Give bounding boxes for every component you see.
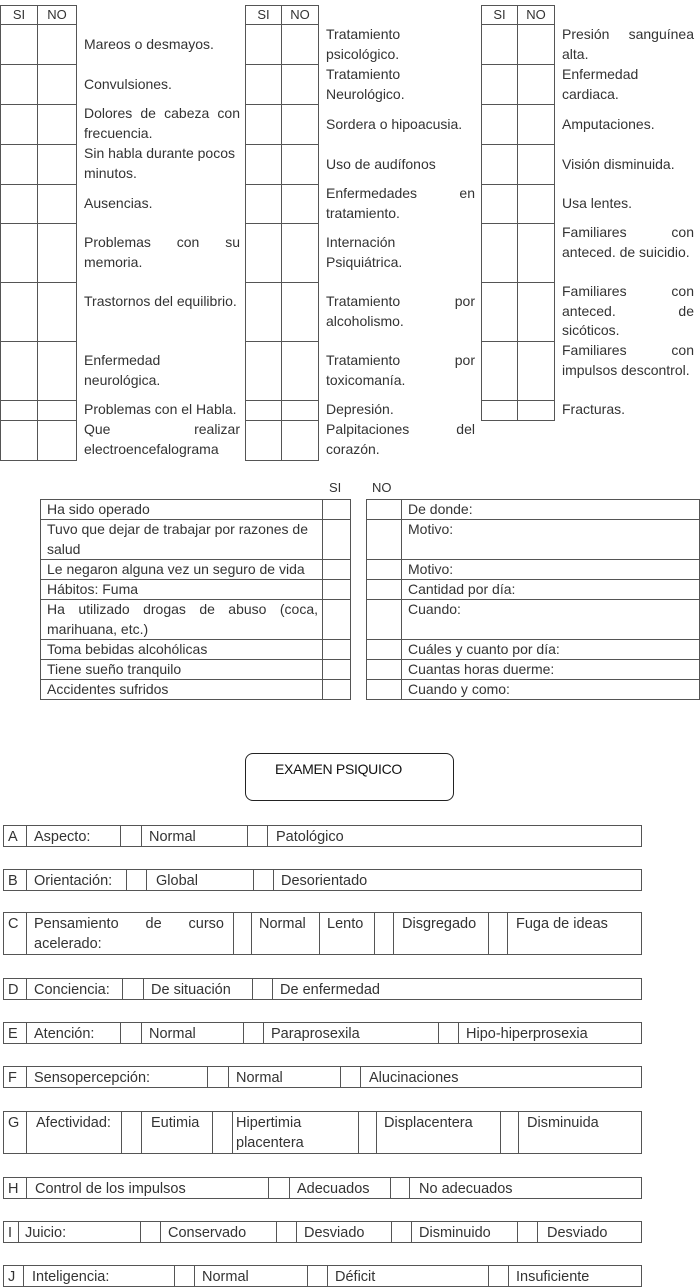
- si-checkbox[interactable]: [0, 341, 38, 401]
- no-checkbox[interactable]: [517, 104, 555, 145]
- item-label: Familiares con impulsos descontrol.: [562, 342, 694, 378]
- item-label: Dolores de cabeza con frecuencia.: [84, 105, 240, 141]
- history-question: Tiene sueño tranquilo: [47, 661, 182, 677]
- no-checkbox[interactable]: [517, 400, 555, 421]
- displeasure-checkbox[interactable]: [359, 1112, 376, 1153]
- exam-title: EXAMEN PSIQUICO: [275, 761, 402, 777]
- row-label: Pensamiento de curso acelerado:: [34, 916, 224, 952]
- option-label: Normal: [236, 1070, 283, 1086]
- si-checkbox[interactable]: [245, 223, 282, 283]
- no-checkbox[interactable]: [37, 24, 77, 65]
- option-label: Hipertimia placentera: [236, 1115, 304, 1151]
- option-label: Global: [156, 873, 198, 889]
- si-checkbox[interactable]: [245, 64, 282, 105]
- normal-checkbox[interactable]: [121, 826, 141, 846]
- si-checkbox[interactable]: [245, 400, 282, 421]
- si-checkbox[interactable]: [0, 420, 38, 461]
- item-label: Tratamiento Neurológico.: [326, 66, 405, 102]
- insufficient-checkbox[interactable]: [489, 1266, 508, 1286]
- history-question: Accidentes sufridos: [47, 681, 169, 697]
- no-checkbox[interactable]: [517, 282, 555, 342]
- option-label: Hipo-hiperprosexia: [466, 1026, 588, 1042]
- si-checkbox[interactable]: [245, 104, 282, 145]
- si-checkbox[interactable]: [481, 184, 518, 224]
- exam-row-g: [3, 1111, 642, 1154]
- history-question: Ha sido operado: [47, 501, 150, 517]
- si-checkbox[interactable]: [245, 24, 282, 65]
- situation-checkbox[interactable]: [123, 979, 143, 999]
- si-header: SI: [245, 5, 282, 25]
- no-checkbox[interactable]: [367, 680, 401, 699]
- row-label: Orientación:: [34, 873, 113, 889]
- item-label: Enfermedades en tratamiento.: [326, 185, 475, 221]
- row-label: Atención:: [34, 1026, 95, 1042]
- history-question: Toma bebidas alcohólicas: [47, 641, 208, 657]
- item-label: Ausencias.: [84, 195, 153, 212]
- no-checkbox[interactable]: [281, 104, 319, 145]
- option-label: Desorientado: [281, 873, 368, 889]
- item-label: Familiares con anteced. de suicidio.: [562, 224, 694, 260]
- item-label: Sin habla durante pocos minutos.: [84, 145, 235, 181]
- row-label: Conciencia:: [34, 982, 110, 998]
- no-checkbox[interactable]: [37, 341, 77, 401]
- hallucinations-checkbox[interactable]: [341, 1067, 360, 1087]
- history-detail-field[interactable]: Cuando:: [408, 601, 461, 617]
- hyperthymia-checkbox[interactable]: [213, 1112, 232, 1153]
- history-question: Le negaron alguna vez un seguro de vida: [47, 561, 305, 577]
- deviated-2-checkbox[interactable]: [518, 1222, 537, 1242]
- row-letter: G: [8, 1115, 20, 1131]
- history-detail-field[interactable]: Cuáles y cuanto por día:: [408, 641, 560, 657]
- si-checkbox[interactable]: [481, 24, 518, 65]
- exam-row-f: [3, 1066, 642, 1088]
- item-label: Problemas con su memoria.: [84, 234, 240, 270]
- option-label: Lento: [327, 916, 364, 932]
- row-letter: J: [8, 1269, 16, 1285]
- si-checkbox[interactable]: [481, 104, 518, 145]
- item-label: Sordera o hipoacusia.: [326, 115, 463, 132]
- option-label: Desviado: [304, 1225, 365, 1241]
- no-checkbox[interactable]: [517, 64, 555, 105]
- si-checkbox[interactable]: [481, 400, 518, 421]
- exam-row-d: [3, 978, 642, 1000]
- pathological-checkbox[interactable]: [248, 826, 267, 846]
- no-checkbox[interactable]: [367, 600, 401, 639]
- row-label: Afectividad:: [36, 1115, 111, 1131]
- no-checkbox[interactable]: [37, 64, 77, 105]
- option-label: Fuga de ideas: [516, 916, 608, 932]
- si-checkbox[interactable]: [323, 520, 350, 559]
- option-label: Normal: [259, 916, 306, 932]
- history-question: Ha utilizado drogas de abuso (coca, marihuana, etc.): [47, 601, 318, 637]
- normal-checkbox[interactable]: [175, 1266, 194, 1286]
- accelerated-checkbox[interactable]: [234, 913, 251, 954]
- item-label: Amputaciones.: [562, 115, 655, 132]
- history-question: Tuvo que dejar de trabajar por razones de salud: [47, 521, 308, 557]
- disoriented-checkbox[interactable]: [254, 870, 273, 890]
- si-checkbox[interactable]: [245, 144, 282, 185]
- no-checkbox[interactable]: [281, 420, 319, 461]
- no-checkbox[interactable]: [37, 223, 77, 283]
- option-label: Disgregado: [402, 916, 477, 932]
- no-checkbox[interactable]: [281, 400, 319, 421]
- preserved-checkbox[interactable]: [141, 1222, 160, 1242]
- si-checkbox[interactable]: [245, 282, 282, 342]
- si-checkbox[interactable]: [0, 184, 38, 224]
- normal-checkbox[interactable]: [208, 1067, 228, 1087]
- option-label: Disminuido: [419, 1225, 491, 1241]
- item-label: Tratamiento por alcoholismo.: [326, 293, 475, 329]
- si-checkbox[interactable]: [323, 640, 350, 659]
- no-checkbox[interactable]: [517, 144, 555, 185]
- history-question: Hábitos: Fuma: [47, 581, 139, 597]
- history-detail-field[interactable]: Cantidad por día:: [408, 581, 516, 597]
- global-checkbox[interactable]: [127, 870, 146, 890]
- si-checkbox[interactable]: [323, 560, 350, 579]
- deficit-checkbox[interactable]: [308, 1266, 327, 1286]
- option-label: Adecuados: [297, 1181, 370, 1197]
- option-label: De enfermedad: [280, 982, 380, 998]
- slow-checkbox[interactable]: [375, 913, 393, 954]
- option-label: Normal: [149, 1026, 196, 1042]
- row-letter: I: [8, 1225, 13, 1241]
- si-checkbox[interactable]: [481, 64, 518, 105]
- exam-row-c: [3, 912, 642, 955]
- no-checkbox[interactable]: [517, 341, 555, 401]
- row-letter: A: [8, 829, 18, 845]
- no-checkbox[interactable]: [37, 400, 77, 421]
- item-label: Enfermedad neurológica.: [84, 352, 161, 388]
- deviated-checkbox[interactable]: [277, 1222, 296, 1242]
- si-checkbox[interactable]: [481, 341, 518, 401]
- si-header: SI: [481, 5, 518, 25]
- history-detail-field[interactable]: Cuando y como:: [408, 681, 510, 697]
- item-label: Internación Psiquiátrica.: [326, 234, 403, 270]
- not-adequate-checkbox[interactable]: [391, 1178, 409, 1198]
- si-checkbox[interactable]: [245, 420, 282, 461]
- no-checkbox[interactable]: [367, 520, 401, 559]
- item-label: Trastornos del equilibrio.: [84, 293, 237, 309]
- no-checkbox[interactable]: [37, 282, 77, 342]
- item-label: Depresión.: [326, 401, 394, 417]
- row-label: Inteligencia:: [32, 1269, 110, 1285]
- history-detail-field[interactable]: Motivo:: [408, 561, 454, 577]
- option-label: Paraprosexila: [271, 1026, 360, 1042]
- hypo-hyperprosexia-checkbox[interactable]: [439, 1023, 458, 1043]
- option-label: Disminuida: [527, 1115, 599, 1131]
- diminished-checkbox[interactable]: [501, 1112, 518, 1153]
- option-label: Conservado: [168, 1225, 247, 1241]
- si-checkbox[interactable]: [323, 580, 350, 599]
- item-label: Fracturas.: [562, 401, 626, 417]
- adequate-checkbox[interactable]: [269, 1178, 289, 1198]
- item-label: Mareos o desmayos.: [84, 35, 214, 52]
- row-letter: F: [8, 1070, 17, 1086]
- si-checkbox[interactable]: [245, 184, 282, 224]
- exam-row-a: [3, 825, 642, 847]
- no-checkbox[interactable]: [281, 184, 319, 224]
- option-label: Déficit: [335, 1269, 376, 1285]
- history-detail-field[interactable]: De donde:: [408, 501, 473, 517]
- exam-row-e: [3, 1022, 642, 1044]
- option-label: Desviado: [547, 1225, 608, 1241]
- exam-row-j: [3, 1265, 642, 1287]
- row-letter: H: [8, 1181, 19, 1197]
- paraprosexia-checkbox[interactable]: [244, 1023, 263, 1043]
- item-label: Tratamiento psicológico.: [326, 26, 401, 62]
- si-checkbox[interactable]: [323, 500, 350, 519]
- normal-checkbox[interactable]: [121, 1023, 141, 1043]
- option-label: Displacentera: [384, 1115, 473, 1131]
- no-header: NO: [281, 5, 319, 25]
- no-checkbox[interactable]: [281, 282, 319, 342]
- no-checkbox[interactable]: [37, 104, 77, 145]
- si-checkbox[interactable]: [0, 282, 38, 342]
- row-letter: E: [8, 1026, 18, 1042]
- row-label: Control de los impulsos: [35, 1181, 186, 1197]
- history-detail-field[interactable]: Motivo:: [408, 521, 454, 537]
- si-checkbox[interactable]: [481, 223, 518, 283]
- si-checkbox[interactable]: [323, 680, 350, 699]
- no-checkbox[interactable]: [281, 64, 319, 105]
- item-label: Presión sanguínea alta.: [562, 26, 694, 62]
- no-checkbox[interactable]: [517, 24, 555, 65]
- diminished-checkbox[interactable]: [392, 1222, 411, 1242]
- item-label: Usa lentes.: [562, 195, 633, 212]
- no-header: NO: [372, 480, 392, 495]
- no-checkbox[interactable]: [517, 223, 555, 283]
- option-label: Alucinaciones: [369, 1070, 459, 1086]
- option-label: Eutimia: [151, 1115, 200, 1131]
- si-checkbox[interactable]: [0, 400, 38, 421]
- si-checkbox[interactable]: [481, 282, 518, 342]
- option-label: Normal: [149, 829, 196, 845]
- no-checkbox[interactable]: [367, 500, 401, 519]
- no-header: NO: [517, 5, 555, 25]
- si-checkbox[interactable]: [323, 660, 350, 679]
- exam-title-box: [245, 753, 454, 801]
- si-checkbox[interactable]: [323, 600, 350, 639]
- option-label: Patológico: [276, 829, 344, 845]
- no-checkbox[interactable]: [281, 341, 319, 401]
- si-header: SI: [329, 480, 342, 495]
- item-label: Visión disminuida.: [562, 155, 675, 172]
- si-checkbox[interactable]: [245, 341, 282, 401]
- option-label: Normal: [202, 1269, 249, 1285]
- item-label: Palpitaciones del corazón.: [326, 421, 475, 457]
- si-checkbox[interactable]: [0, 64, 38, 105]
- exam-row-h: [3, 1177, 642, 1199]
- si-checkbox[interactable]: [0, 144, 38, 185]
- no-checkbox[interactable]: [281, 223, 319, 283]
- row-letter: B: [8, 873, 18, 889]
- no-checkbox[interactable]: [281, 144, 319, 185]
- row-label: Sensopercepción:: [34, 1070, 151, 1086]
- si-checkbox[interactable]: [0, 104, 38, 145]
- item-label: Convulsiones.: [84, 75, 172, 92]
- row-letter: C: [8, 916, 19, 932]
- no-checkbox[interactable]: [367, 640, 401, 659]
- exam-row-b: [3, 869, 642, 891]
- item-label: Tratamiento por toxicomanía.: [326, 352, 475, 388]
- no-header: NO: [37, 5, 77, 25]
- euthymia-checkbox[interactable]: [122, 1112, 141, 1153]
- option-label: De situación: [151, 982, 231, 998]
- option-label: Insuficiente: [516, 1269, 590, 1285]
- row-label: Aspecto:: [34, 829, 91, 845]
- item-label: Enfermedad cardiaca.: [562, 66, 639, 102]
- no-checkbox[interactable]: [281, 24, 319, 65]
- row-label: Juicio:: [25, 1225, 67, 1241]
- history-detail-field[interactable]: Cuantas horas duerme:: [408, 661, 555, 677]
- option-label: No adecuados: [419, 1181, 513, 1197]
- item-label: Uso de audífonos: [326, 155, 436, 172]
- row-letter: D: [8, 982, 19, 998]
- si-checkbox[interactable]: [481, 144, 518, 185]
- no-checkbox[interactable]: [37, 184, 77, 224]
- no-checkbox[interactable]: [517, 184, 555, 224]
- si-checkbox[interactable]: [0, 223, 38, 283]
- no-checkbox[interactable]: [37, 420, 77, 461]
- si-checkbox[interactable]: [0, 24, 38, 65]
- no-checkbox[interactable]: [37, 144, 77, 185]
- no-checkbox[interactable]: [367, 660, 401, 679]
- no-checkbox[interactable]: [367, 580, 401, 599]
- disaggregated-checkbox[interactable]: [489, 913, 507, 954]
- no-checkbox[interactable]: [367, 560, 401, 579]
- item-label: Problemas con el Habla.: [84, 401, 237, 417]
- si-header: SI: [0, 5, 38, 25]
- item-label: Que realizar electroencefalograma: [84, 421, 240, 457]
- exam-row-i: [3, 1221, 642, 1243]
- item-label: Familiares con anteced. de sicóticos.: [562, 283, 694, 338]
- illness-checkbox[interactable]: [253, 979, 272, 999]
